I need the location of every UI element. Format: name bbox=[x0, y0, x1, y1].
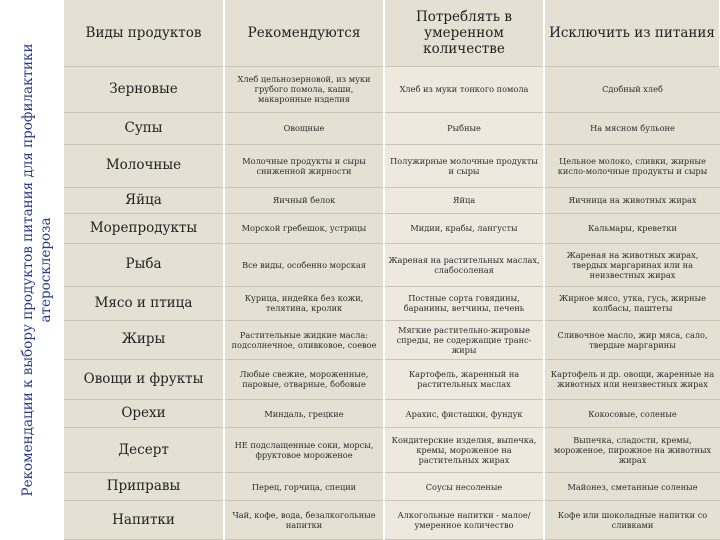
table-row bbox=[64, 243, 720, 286]
table-row bbox=[64, 213, 720, 243]
product-cell: Орехи bbox=[64, 400, 224, 428]
header-recommended: Рекомендуются bbox=[224, 0, 384, 66]
side-title-line-1: Рекомендации к выбору продуктов питания для профилактики bbox=[20, 43, 36, 497]
exclude-cell: Кальмары, креветки bbox=[544, 213, 720, 243]
side-title-line-2: атеросклероза bbox=[38, 217, 54, 323]
moderate-cell: Мягкие растительно-жировые спреды, не содержащие транс-жиры bbox=[384, 320, 544, 359]
table-row bbox=[64, 428, 720, 473]
table-row bbox=[64, 501, 720, 540]
product-cell: Супы bbox=[64, 112, 224, 144]
exclude-cell: Кофе или шоколадные напитки со сливками bbox=[544, 501, 720, 540]
header-exclude: Исключить из питания bbox=[544, 0, 720, 66]
moderate-cell: Картофель, жаренный на растительных маслах bbox=[384, 359, 544, 400]
header-row bbox=[64, 0, 720, 66]
product-cell: Яйца bbox=[64, 187, 224, 213]
moderate-cell: Рыбные bbox=[384, 112, 544, 144]
moderate-cell: Полужирные молочные продукты и сыры bbox=[384, 144, 544, 187]
exclude-cell: Сдобный хлеб bbox=[544, 66, 720, 112]
exclude-cell: Жареная на животных жирах, твердых маргаринах или на неизвестных жирах bbox=[544, 243, 720, 286]
moderate-cell: Кондитерские изделия, выпечка, кремы, мороженое на растительных жирах bbox=[384, 428, 544, 473]
recommended-cell: Все виды, особенно морская bbox=[224, 243, 384, 286]
moderate-cell: Жареная на растительных маслах, слабосоленая bbox=[384, 243, 544, 286]
exclude-cell: Майонез, сметанные соленые bbox=[544, 473, 720, 501]
recommended-cell: Любые свежие, мороженные, паровые, отварные, бобовые bbox=[224, 359, 384, 400]
exclude-cell: Цельное молоко, сливки, жирные кисло-молочные продукты и сыры bbox=[544, 144, 720, 187]
recommended-cell: Морской гребешок, устрицы bbox=[224, 213, 384, 243]
moderate-cell: Яйца bbox=[384, 187, 544, 213]
product-cell: Рыба bbox=[64, 243, 224, 286]
exclude-cell: Жирное мясо, утка, гусь, жирные колбасы, паштеты bbox=[544, 286, 720, 320]
product-cell: Жиры bbox=[64, 320, 224, 359]
exclude-cell: Яичница на животных жирах bbox=[544, 187, 720, 213]
product-cell: Приправы bbox=[64, 473, 224, 501]
product-cell: Морепродукты bbox=[64, 213, 224, 243]
table-row bbox=[64, 473, 720, 501]
moderate-cell: Арахис, фисташки, фундук bbox=[384, 400, 544, 428]
table-row bbox=[64, 359, 720, 400]
exclude-cell: Сливочное масло, жир мяса, сало, твердые маргарины bbox=[544, 320, 720, 359]
moderate-cell: Мидии, крабы, лангусты bbox=[384, 213, 544, 243]
recommended-cell: Хлеб цельнозерновой, из муки грубого помола, каши, макаронные изделия bbox=[224, 66, 384, 112]
table-row bbox=[64, 112, 720, 144]
exclude-cell: Выпечка, сладости, кремы, мороженое, пирожное на животных жирах bbox=[544, 428, 720, 473]
table-row bbox=[64, 187, 720, 213]
moderate-cell: Соусы несоленые bbox=[384, 473, 544, 501]
recommended-cell: Чай, кофе, вода, безалкогольные напитки bbox=[224, 501, 384, 540]
recommended-cell: Курица, индейка без кожи, телятина, кролик bbox=[224, 286, 384, 320]
header-moderate: Потреблять в умеренном количестве bbox=[384, 0, 544, 66]
recommended-cell: Перец, горчица, специи bbox=[224, 473, 384, 501]
recommended-cell: НЕ подслащенные соки, морсы, фруктовое мороженое bbox=[224, 428, 384, 473]
side-title bbox=[0, 0, 62, 540]
header-product-type: Виды продуктов bbox=[64, 0, 224, 66]
recommended-cell: Овощные bbox=[224, 112, 384, 144]
product-cell: Десерт bbox=[64, 428, 224, 473]
recommended-cell: Яичный белок bbox=[224, 187, 384, 213]
product-cell: Напитки bbox=[64, 501, 224, 540]
table-row bbox=[64, 144, 720, 187]
recommended-cell: Растительные жидкие масла: подсолнечное, оливковое, соевое bbox=[224, 320, 384, 359]
product-cell: Зерновые bbox=[64, 66, 224, 112]
exclude-cell: Кокосовые, соленые bbox=[544, 400, 720, 428]
recommended-cell: Миндаль, грецкие bbox=[224, 400, 384, 428]
table-body bbox=[64, 66, 720, 540]
recommended-cell: Молочные продукты и сыры сниженной жирности bbox=[224, 144, 384, 187]
moderate-cell: Алкогольные напитки - малое/умеренное количество bbox=[384, 501, 544, 540]
table-row bbox=[64, 400, 720, 428]
exclude-cell: На мясном бульоне bbox=[544, 112, 720, 144]
exclude-cell: Картофель и др. овощи, жаренные на животных или неизвестных жирах bbox=[544, 359, 720, 400]
table-row bbox=[64, 286, 720, 320]
table-row bbox=[64, 66, 720, 112]
product-cell: Овощи и фрукты bbox=[64, 359, 224, 400]
table-row bbox=[64, 320, 720, 359]
recommendations-table bbox=[64, 0, 720, 540]
product-cell: Мясо и птица bbox=[64, 286, 224, 320]
moderate-cell: Хлеб из муки тонкого помола bbox=[384, 66, 544, 112]
moderate-cell: Постные сорта говядины, баранины, ветчины, печень bbox=[384, 286, 544, 320]
product-cell: Молочные bbox=[64, 144, 224, 187]
